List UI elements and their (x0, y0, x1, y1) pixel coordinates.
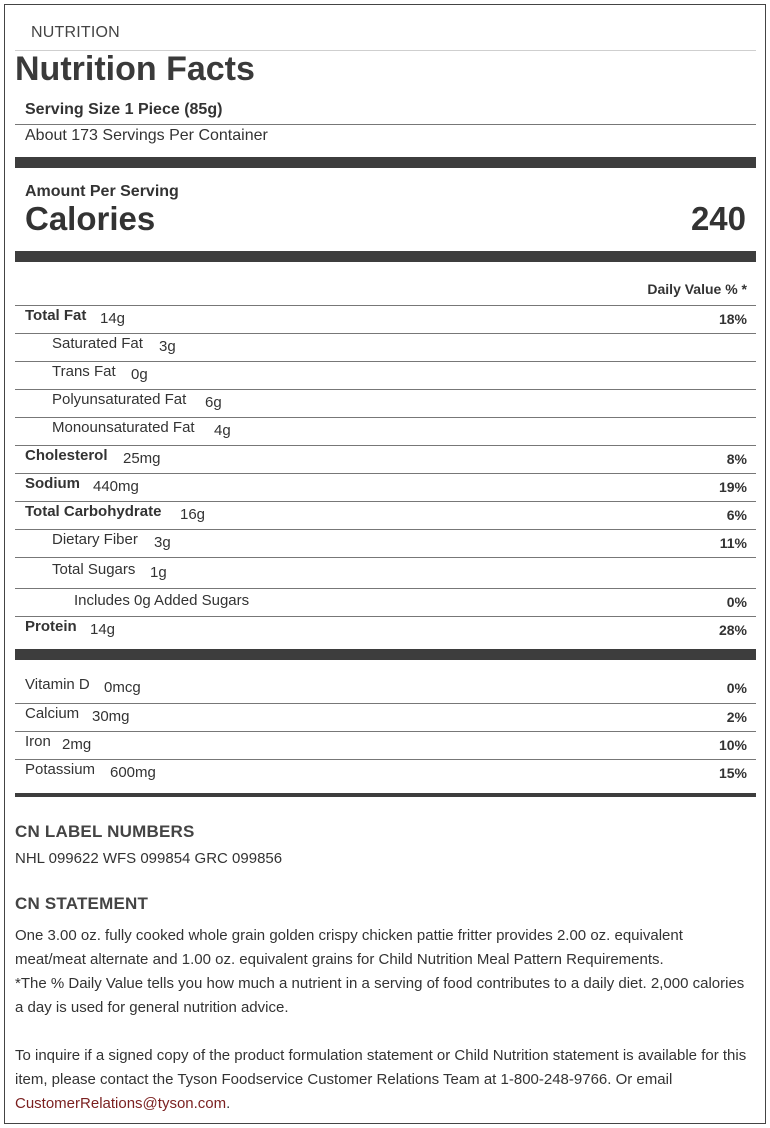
nutrient-amount: 0g (131, 366, 148, 383)
section-label: NUTRITION (31, 24, 120, 41)
nutrient-row (15, 333, 756, 361)
divider (15, 124, 756, 125)
cn-label-heading: CN LABEL NUMBERS (15, 822, 195, 841)
vitamin-amount: 0mcg (104, 679, 141, 696)
nutrient-amount: 25mg (123, 450, 161, 467)
nutrient-row (15, 529, 756, 557)
cn-statement-heading: CN STATEMENT (15, 894, 149, 913)
nutrient-daily-value: 6% (726, 507, 747, 523)
nutrient-row (15, 588, 756, 616)
nutrient-row (15, 473, 756, 501)
amount-per-serving: Amount Per Serving (25, 183, 179, 200)
nutrient-amount: 3g (159, 338, 176, 355)
nutrient-row (15, 417, 756, 445)
nutrient-name: Polyunsaturated Fat (52, 391, 187, 408)
cn-statement-text: One 3.00 oz. fully cooked whole grain golden crispy chicken pattie fritter provides 2.00 oz. equivalent meat/meat alternate and 1.00 oz. equivalent grains for Child Nutrition Meal Pattern Requirements. (15, 927, 683, 968)
servings-per-container: About 173 Servings Per Container (25, 127, 268, 144)
calories-label: Calories (25, 200, 156, 237)
nutrient-name: Total Carbohydrate (25, 503, 162, 520)
daily-value-header: Daily Value % * (647, 281, 747, 297)
nutrient-amount: 6g (205, 394, 222, 411)
inquire-suffix: . (226, 1095, 231, 1112)
nutrient-row (15, 501, 756, 529)
nutrient-name: Cholesterol (25, 447, 108, 464)
nutrient-row (15, 557, 756, 588)
page-title: Nutrition Facts (15, 50, 255, 88)
nutrient-row (15, 361, 756, 389)
nutrient-amount: 4g (214, 422, 231, 439)
nutrient-name: Protein (25, 618, 77, 635)
vitamin-amount: 30mg (92, 708, 130, 725)
nutrient-daily-value: 28% (718, 622, 747, 638)
inquire-body: To inquire if a signed copy of the product formulation statement or Child Nutrition statement is available for this item, please contact the Tyson Foodservice Customer Relations Team at 1-800-248-9766. Or email (15, 1047, 747, 1088)
nutrient-daily-value: 11% (719, 535, 747, 551)
nutrient-name: Total Fat (25, 307, 87, 324)
nutrient-daily-value: 8% (726, 451, 747, 467)
inquire-text (15, 1044, 750, 1116)
vitamin-daily-value: 15% (718, 765, 747, 781)
vitamin-daily-value: 2% (726, 709, 747, 725)
bottom-divider (15, 793, 756, 797)
nutrient-amount: 3g (154, 534, 171, 551)
serving-size: Serving Size 1 Piece (85g) (25, 101, 223, 118)
nutrient-amount: 440mg (93, 478, 139, 495)
nutrient-daily-value: 0% (726, 594, 747, 610)
vitamin-amount: 600mg (110, 764, 156, 781)
nutrient-row (15, 616, 756, 646)
nutrient-name: Trans Fat (52, 363, 116, 380)
vitamin-daily-value: 10% (718, 737, 747, 753)
nutrient-name: Dietary Fiber (52, 531, 138, 548)
nutrient-daily-value: 18% (718, 311, 747, 327)
nutrient-name: Sodium (25, 475, 80, 492)
nutrient-daily-value: 19% (718, 479, 747, 495)
vitamin-name: Vitamin D (25, 676, 90, 693)
nutrient-amount: 1g (150, 564, 167, 581)
nutrient-row (15, 445, 756, 473)
vitamin-row (15, 759, 756, 787)
vitamin-row (15, 731, 756, 759)
vitamin-amount: 2mg (62, 736, 92, 753)
vitamin-name: Potassium (25, 761, 96, 778)
vitamin-row (15, 703, 756, 731)
nutrient-amount: 16g (180, 506, 206, 523)
vitamin-name: Iron (25, 733, 51, 750)
nutrient-name: Monounsaturated Fat (52, 419, 195, 436)
vitamin-name: Calcium (25, 705, 80, 722)
daily-value-footnote: *The % Daily Value tells you how much a nutrient in a serving of food contributes to a daily diet. 2,000 calories a day is used for general nutrition advice. (15, 975, 745, 1016)
thick-divider (15, 251, 756, 262)
email-link[interactable]: CustomerRelations@tyson.com (15, 1095, 227, 1112)
nutrient-amount: 14g (100, 310, 126, 327)
thick-divider (15, 157, 756, 168)
nutrient-name: Total Sugars (52, 561, 136, 578)
nutrient-row (15, 305, 756, 333)
nutrient-name: Saturated Fat (52, 335, 143, 352)
nutrient-row (15, 389, 756, 417)
vitamin-row (15, 675, 756, 703)
thick-divider (15, 649, 756, 660)
nutrient-amount: 14g (90, 621, 116, 638)
calories-value: 240 (690, 200, 746, 237)
nutrient-name: Includes 0g Added Sugars (74, 592, 250, 609)
vitamin-daily-value: 0% (726, 680, 747, 696)
cn-label-numbers: NHL 099622 WFS 099854 GRC 099856 (15, 850, 283, 867)
